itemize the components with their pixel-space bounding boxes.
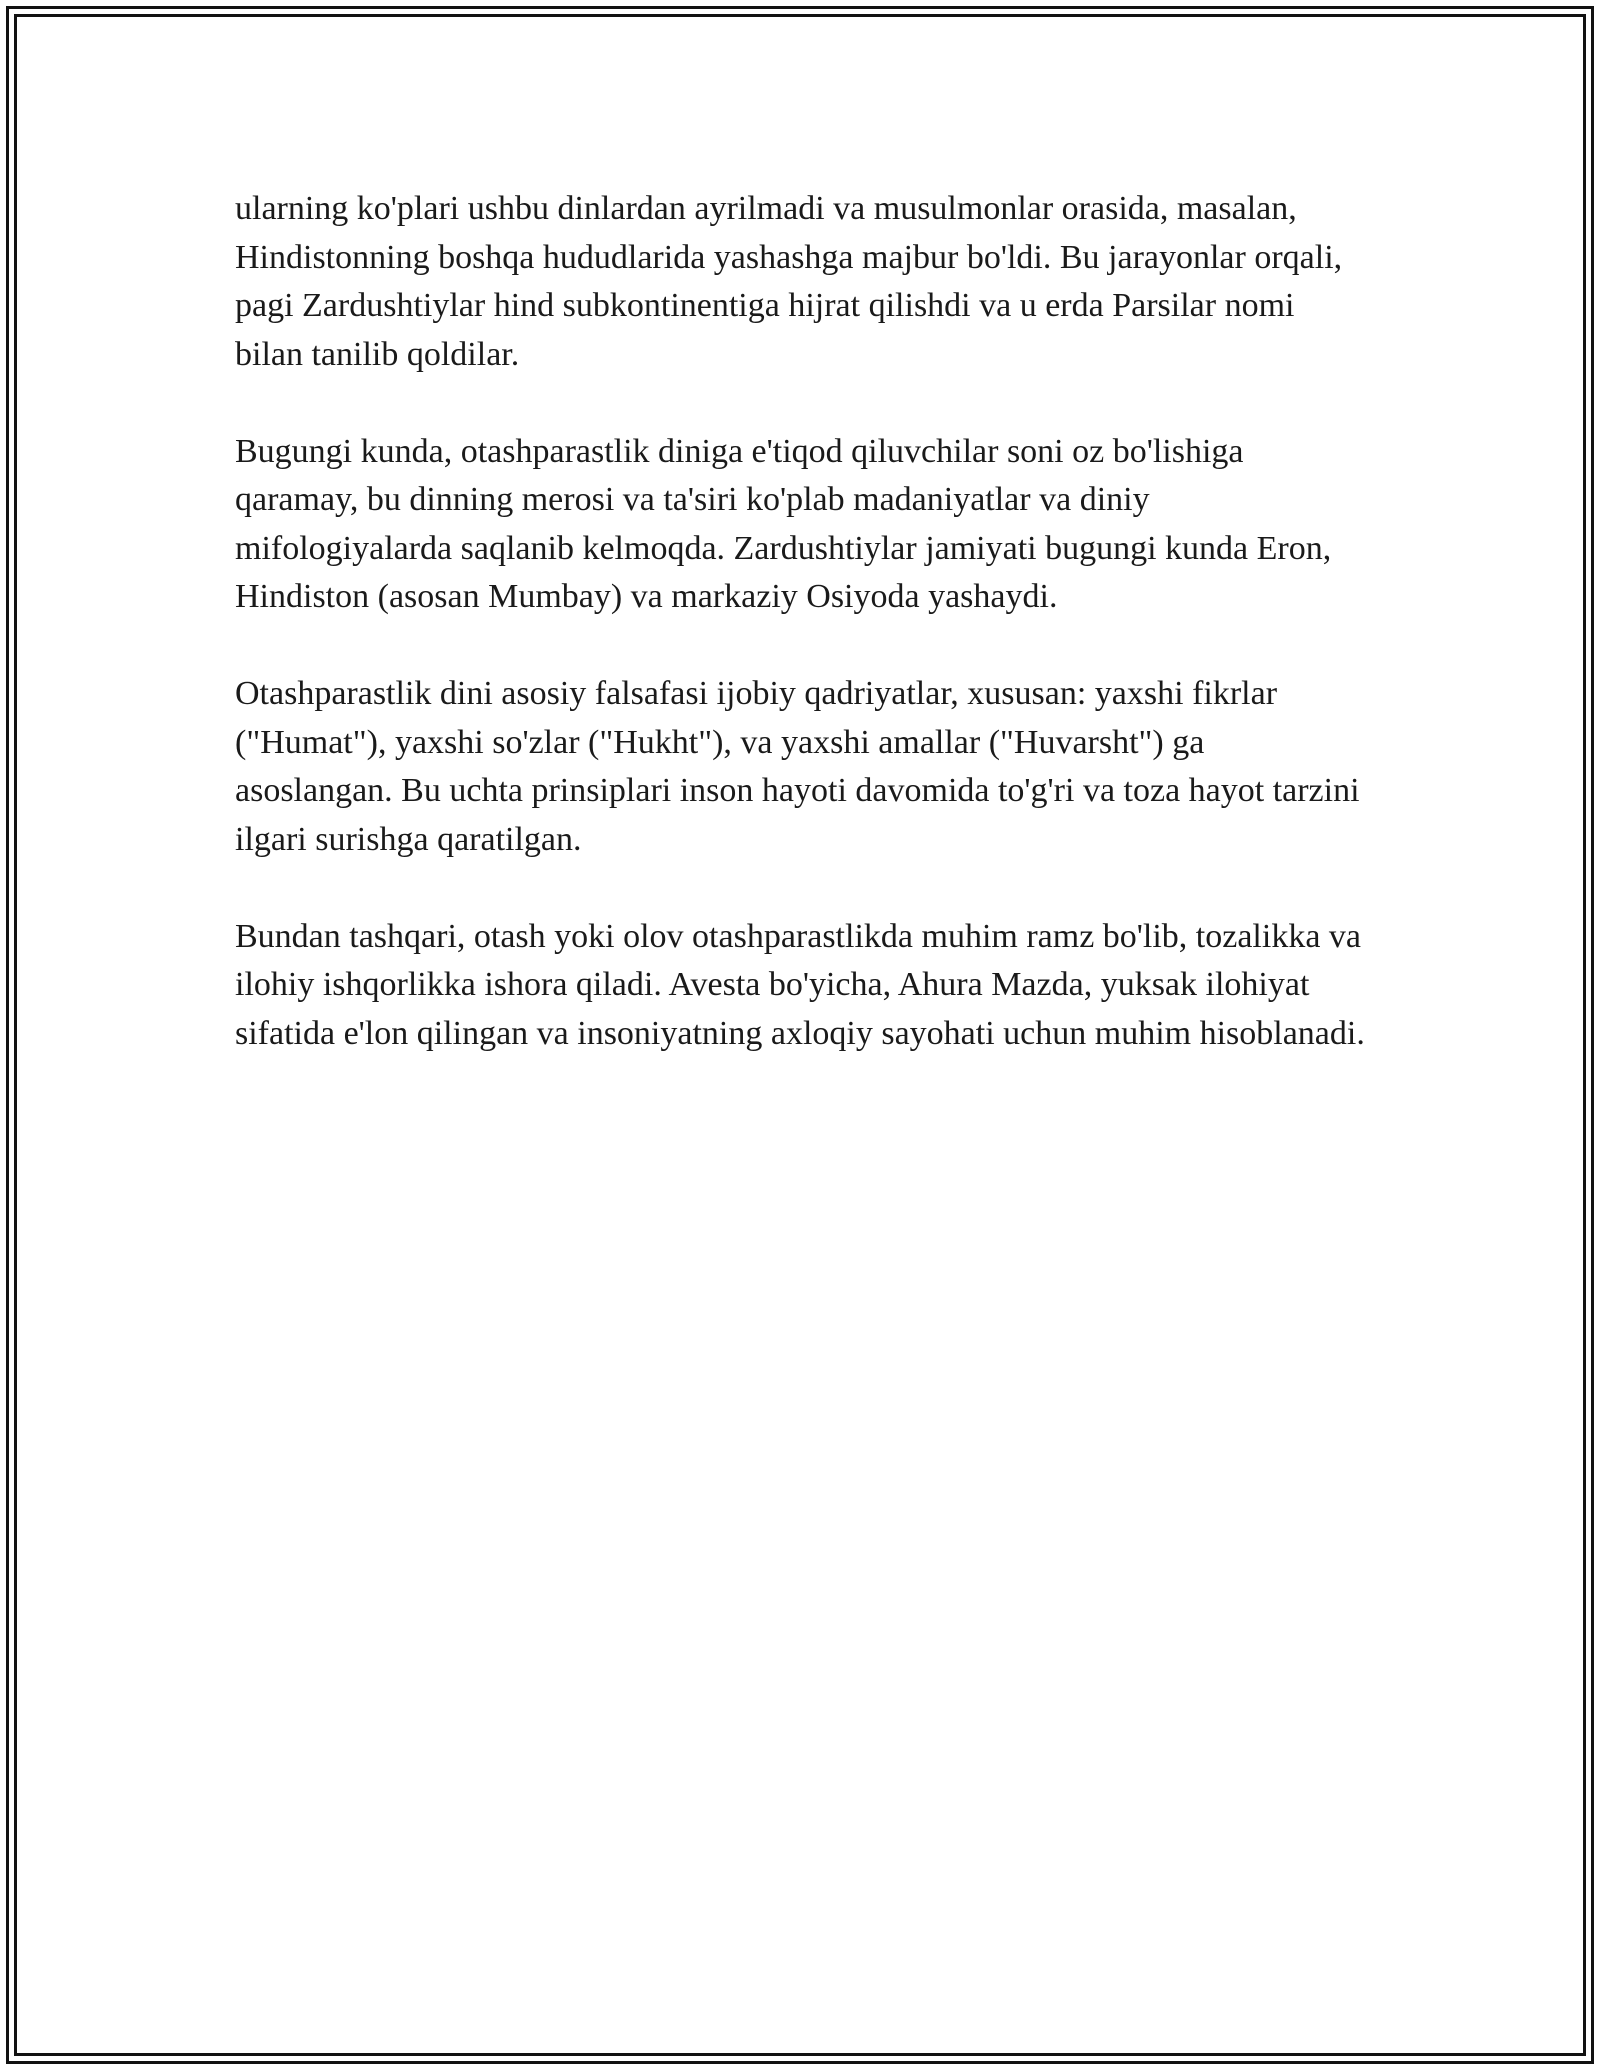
paragraph-3: Otashparastlik dini asosiy falsafasi ijobiy qadriyatlar, xususan: yaxshi fikrlar ("Humat"), yaxshi so'zlar ("Hukht"), va yaxshi amallar ("Huvarsht") ga asoslangan. Bu uchta prinsiplari inson hayoti davomida to'g'ri va toza hayot tarzini ilgari surishga qaratilgan. bbox=[235, 675, 1360, 858]
document-body bbox=[235, 185, 1370, 1058]
paragraph-1: ularning ko'plari ushbu dinlardan ayrilmadi va musulmonlar orasida, masalan, Hindistonning boshqa hududlarida yashashga majbur bo'ldi. Bu jarayonlar orqali, pagi Zardushtiylar hind subkontinentiga hijrat qilishdi va u erda Parsilar nomi bilan tanilib qoldilar. bbox=[235, 190, 1343, 373]
paragraph-2: Bugungi kunda, otashparastlik diniga e'tiqod qiluvchilar soni oz bo'lishiga qaramay, bu dinning merosi va ta'siri ko'plab madaniyatlar va diniy mifologiyalarda saqlanib kelmoqda. Zardushtiylar jamiyati bugungi kunda Eron, Hindiston (asosan Mumbay) va markaziy Osiyoda yashaydi. bbox=[235, 432, 1332, 615]
paragraph-4: Bundan tashqari, otash yoki olov otashparastlikda muhim ramz bo'lib, tozalikka va ilohiy ishqorlikka ishora qiladi. Avesta bo'yicha, Ahura Mazda, yuksak ilohiyat sifatida e'lon qilingan va insoniyatning axloqiy sayohati uchun muhim hisoblanadi. bbox=[235, 917, 1365, 1052]
